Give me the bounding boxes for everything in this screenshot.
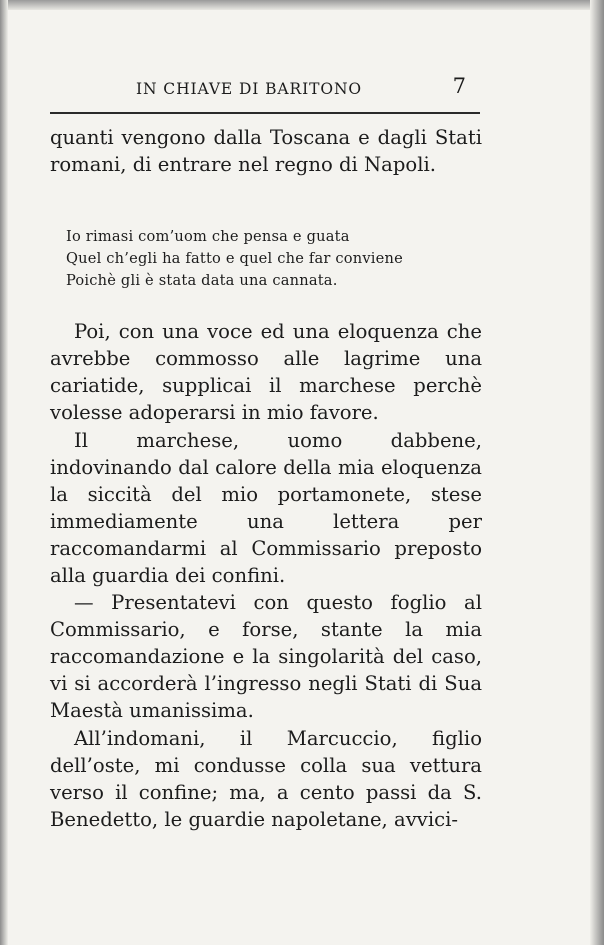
paragraph: All’indomani, il Marcuccio, figlio dell’oste, mi condusse colla sua vettura verso il confine; ma, a cento passi da S. Benedetto, le guardie napoletane, avvici- — [50, 727, 482, 831]
dialogue-paragraph: — Presentatevi con questo foglio al Commissario, e forse, stante la mia raccomandazione e la singolarità del caso, vi si accorderà l’ingresso negli Stati di Sua Maestà umanissima. — [50, 591, 482, 722]
verse-line: Poichè gli è stata data una cannata. — [66, 272, 338, 289]
verse-line: Quel ch’egli ha fatto e quel che far conviene — [66, 250, 403, 267]
verse-line: Io rimasi com’uom che pensa e guata — [66, 228, 350, 245]
paragraph: Il marchese, uomo dabbene, indovinando dal calore della mia eloquenza la siccità del mio portamonete, stese immediamente una lettera per raccomandarmi al Commissario preposto alla guardia dei confini. — [50, 429, 482, 587]
page-edge-shadow-top — [0, 0, 604, 10]
page-edge-shadow-left — [0, 0, 8, 945]
verse-quotation — [66, 226, 466, 292]
paragraph-continuation: quanti vengono dalla Toscana e dagli Stati romani, di entrare nel regno di Napoli. — [50, 126, 482, 176]
page-number: 7 — [452, 74, 466, 98]
running-title: IN CHIAVE DI BARITONO — [136, 80, 363, 98]
paragraph: Poi, con una voce ed una eloquenza che avrebbe commosso alle lagrime una cariatide, supplicai il marchese perchè volesse adoperarsi in mio favore. — [50, 320, 482, 424]
running-header — [50, 74, 480, 114]
page-edge-shadow-right — [590, 0, 604, 945]
